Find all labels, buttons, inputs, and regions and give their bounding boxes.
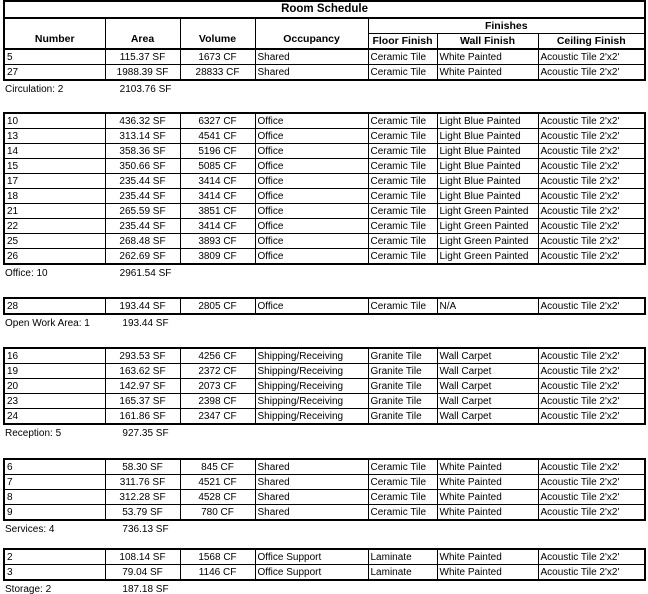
cell-wall-finish: Light Green Painted: [437, 249, 538, 265]
cell-area: 358.36 SF: [105, 144, 180, 159]
cell-floor-finish: Granite Tile: [368, 364, 437, 379]
cell-wall-finish: White Painted: [437, 49, 538, 65]
cell-floor-finish: Granite Tile: [368, 379, 437, 394]
cell-number: 24: [4, 409, 105, 425]
cell-volume: 28833 CF: [180, 65, 255, 81]
group-footer-label: Office: 10: [5, 268, 48, 279]
cell-wall-finish: Light Blue Painted: [437, 113, 538, 129]
cell-volume: 3851 CF: [180, 204, 255, 219]
cell-number: 14: [4, 144, 105, 159]
table-row: [4, 65, 645, 81]
cell-ceiling-finish: Acoustic Tile 2'x2': [538, 565, 645, 581]
cell-occupancy: Shipping/Receiving: [255, 394, 368, 409]
cell-area: 235.44 SF: [105, 219, 180, 234]
table-row: [4, 394, 645, 409]
cell-wall-finish: White Painted: [437, 459, 538, 475]
cell-number: 23: [4, 394, 105, 409]
cell-ceiling-finish: Acoustic Tile 2'x2': [538, 298, 645, 314]
cell-occupancy: Shared: [255, 459, 368, 475]
table-row: [4, 49, 645, 65]
cell-wall-finish: Wall Carpet: [437, 348, 538, 364]
column-header-volume: Volume: [180, 18, 255, 49]
cell-area: 293.53 SF: [105, 348, 180, 364]
cell-volume: 2347 CF: [180, 409, 255, 425]
table-row: [4, 249, 645, 265]
cell-wall-finish: Light Blue Painted: [437, 174, 538, 189]
cell-wall-finish: White Painted: [437, 549, 538, 565]
cell-floor-finish: Laminate: [368, 565, 437, 581]
cell-floor-finish: Granite Tile: [368, 348, 437, 364]
cell-ceiling-finish: Acoustic Tile 2'x2': [538, 490, 645, 505]
table-row: [4, 348, 645, 364]
cell-number: 15: [4, 159, 105, 174]
cell-volume: 5085 CF: [180, 159, 255, 174]
cell-volume: 3414 CF: [180, 219, 255, 234]
group-footer-total: 187.18 SF: [122, 584, 169, 594]
cell-ceiling-finish: Acoustic Tile 2'x2': [538, 49, 645, 65]
cell-wall-finish: Light Green Painted: [437, 219, 538, 234]
cell-area: 115.37 SF: [105, 49, 180, 65]
cell-volume: 1568 CF: [180, 549, 255, 565]
cell-ceiling-finish: Acoustic Tile 2'x2': [538, 459, 645, 475]
column-header-number: Number: [4, 18, 105, 49]
cell-number: 10: [4, 113, 105, 129]
cell-volume: 3893 CF: [180, 234, 255, 249]
cell-volume: 2805 CF: [180, 298, 255, 314]
cell-occupancy: Office: [255, 219, 368, 234]
group-footer-label: Circulation: 2: [5, 84, 64, 95]
cell-area: 262.69 SF: [105, 249, 180, 265]
cell-wall-finish: Light Blue Painted: [437, 189, 538, 204]
schedule-table-open-work-area: [3, 297, 646, 315]
cell-occupancy: Shipping/Receiving: [255, 348, 368, 364]
cell-volume: 4528 CF: [180, 490, 255, 505]
cell-floor-finish: Ceramic Tile: [368, 204, 437, 219]
table-row: [4, 409, 645, 425]
cell-number: 27: [4, 65, 105, 81]
group-footer-label: Storage: 2: [5, 584, 52, 594]
table-row: [4, 379, 645, 394]
cell-ceiling-finish: Acoustic Tile 2'x2': [538, 234, 645, 249]
cell-area: 193.44 SF: [105, 298, 180, 314]
cell-volume: 4521 CF: [180, 475, 255, 490]
cell-floor-finish: Ceramic Tile: [368, 475, 437, 490]
cell-ceiling-finish: Acoustic Tile 2'x2': [538, 65, 645, 81]
cell-volume: 845 CF: [180, 459, 255, 475]
group-footer-label: Open Work Area: 1: [5, 318, 90, 329]
cell-floor-finish: Ceramic Tile: [368, 113, 437, 129]
cell-number: 2: [4, 549, 105, 565]
group-footer-label: Reception: 5: [5, 428, 62, 439]
cell-ceiling-finish: Acoustic Tile 2'x2': [538, 505, 645, 521]
column-header-area: Area: [105, 18, 180, 49]
cell-number: 9: [4, 505, 105, 521]
cell-number: 22: [4, 219, 105, 234]
schedule-table-office: [3, 112, 646, 265]
title-row: [4, 1, 645, 18]
cell-floor-finish: Ceramic Tile: [368, 189, 437, 204]
cell-occupancy: Office: [255, 113, 368, 129]
cell-wall-finish: Light Blue Painted: [437, 144, 538, 159]
table-row: [4, 204, 645, 219]
cell-floor-finish: Ceramic Tile: [368, 298, 437, 314]
cell-occupancy: Office: [255, 204, 368, 219]
cell-volume: 2372 CF: [180, 364, 255, 379]
group-footer-open-work-area: [3, 318, 648, 330]
table-row: [4, 113, 645, 129]
cell-floor-finish: Granite Tile: [368, 409, 437, 425]
table-row: [4, 234, 645, 249]
cell-wall-finish: Wall Carpet: [437, 409, 538, 425]
cell-number: 3: [4, 565, 105, 581]
group-footer-storage: [3, 584, 648, 594]
cell-wall-finish: N/A: [437, 298, 538, 314]
cell-floor-finish: Ceramic Tile: [368, 234, 437, 249]
cell-wall-finish: Light Blue Painted: [437, 159, 538, 174]
cell-area: 53.79 SF: [105, 505, 180, 521]
table-row: [4, 219, 645, 234]
cell-floor-finish: Ceramic Tile: [368, 129, 437, 144]
cell-area: 58.30 SF: [105, 459, 180, 475]
cell-occupancy: Shipping/Receiving: [255, 409, 368, 425]
cell-floor-finish: Ceramic Tile: [368, 219, 437, 234]
cell-wall-finish: White Painted: [437, 565, 538, 581]
cell-wall-finish: White Painted: [437, 490, 538, 505]
cell-floor-finish: Granite Tile: [368, 394, 437, 409]
cell-volume: 2398 CF: [180, 394, 255, 409]
cell-number: 26: [4, 249, 105, 265]
cell-volume: 3809 CF: [180, 249, 255, 265]
cell-number: 17: [4, 174, 105, 189]
cell-ceiling-finish: Acoustic Tile 2'x2': [538, 219, 645, 234]
cell-occupancy: Office: [255, 174, 368, 189]
cell-number: 20: [4, 379, 105, 394]
table-row: [4, 144, 645, 159]
cell-wall-finish: White Painted: [437, 475, 538, 490]
cell-volume: 1673 CF: [180, 49, 255, 65]
table-row: [4, 174, 645, 189]
column-header-occupancy: Occupancy: [255, 18, 368, 49]
table-row: [4, 298, 645, 314]
cell-area: 79.04 SF: [105, 565, 180, 581]
cell-wall-finish: White Painted: [437, 505, 538, 521]
cell-volume: 3414 CF: [180, 189, 255, 204]
cell-volume: 2073 CF: [180, 379, 255, 394]
table-row: [4, 159, 645, 174]
cell-wall-finish: White Painted: [437, 65, 538, 81]
cell-ceiling-finish: Acoustic Tile 2'x2': [538, 409, 645, 425]
cell-wall-finish: Wall Carpet: [437, 364, 538, 379]
cell-floor-finish: Laminate: [368, 549, 437, 565]
cell-area: 142.97 SF: [105, 379, 180, 394]
cell-occupancy: Office Support: [255, 565, 368, 581]
column-group-finishes: Finishes: [368, 18, 645, 34]
cell-wall-finish: Wall Carpet: [437, 379, 538, 394]
table-row: [4, 475, 645, 490]
cell-ceiling-finish: Acoustic Tile 2'x2': [538, 348, 645, 364]
cell-ceiling-finish: Acoustic Tile 2'x2': [538, 129, 645, 144]
cell-area: 235.44 SF: [105, 189, 180, 204]
cell-occupancy: Shared: [255, 490, 368, 505]
group-footer-total: 2103.76 SF: [119, 84, 172, 95]
cell-occupancy: Shared: [255, 475, 368, 490]
schedule-table-storage: [3, 548, 646, 581]
column-header-floor-finish: Floor Finish: [368, 34, 437, 50]
cell-occupancy: Office: [255, 159, 368, 174]
table-row: [4, 364, 645, 379]
cell-ceiling-finish: Acoustic Tile 2'x2': [538, 475, 645, 490]
cell-area: 312.28 SF: [105, 490, 180, 505]
cell-occupancy: Shared: [255, 65, 368, 81]
group-footer-circulation: [3, 84, 648, 96]
cell-area: 313.14 SF: [105, 129, 180, 144]
cell-ceiling-finish: Acoustic Tile 2'x2': [538, 113, 645, 129]
cell-occupancy: Office: [255, 298, 368, 314]
cell-floor-finish: Ceramic Tile: [368, 49, 437, 65]
cell-occupancy: Office: [255, 234, 368, 249]
cell-volume: 780 CF: [180, 505, 255, 521]
cell-volume: 6327 CF: [180, 113, 255, 129]
cell-area: 235.44 SF: [105, 174, 180, 189]
column-header-ceiling-finish: Ceiling Finish: [538, 34, 645, 50]
cell-occupancy: Shipping/Receiving: [255, 379, 368, 394]
schedule-table-circulation: [3, 0, 646, 81]
cell-floor-finish: Ceramic Tile: [368, 505, 437, 521]
cell-ceiling-finish: Acoustic Tile 2'x2': [538, 189, 645, 204]
group-footer-total: 193.44 SF: [122, 318, 169, 329]
cell-occupancy: Office: [255, 189, 368, 204]
cell-number: 5: [4, 49, 105, 65]
cell-wall-finish: Light Green Painted: [437, 234, 538, 249]
group-footer-total: 2961.54 SF: [119, 268, 172, 279]
cell-volume: 3414 CF: [180, 174, 255, 189]
cell-area: 165.37 SF: [105, 394, 180, 409]
cell-area: 265.59 SF: [105, 204, 180, 219]
cell-area: 163.62 SF: [105, 364, 180, 379]
group-footer-label: Services: 4: [5, 524, 55, 535]
cell-ceiling-finish: Acoustic Tile 2'x2': [538, 394, 645, 409]
group-footer-total: 736.13 SF: [122, 524, 169, 535]
table-row: [4, 490, 645, 505]
cell-ceiling-finish: Acoustic Tile 2'x2': [538, 144, 645, 159]
table-row: [4, 129, 645, 144]
header-row-group: [4, 18, 645, 34]
cell-occupancy: Office: [255, 129, 368, 144]
table-row: [4, 549, 645, 565]
cell-volume: 5196 CF: [180, 144, 255, 159]
cell-floor-finish: Ceramic Tile: [368, 159, 437, 174]
group-footer-office: [3, 268, 648, 280]
cell-volume: 4541 CF: [180, 129, 255, 144]
group-footer-services: [3, 524, 648, 536]
table-row: [4, 505, 645, 521]
cell-number: 13: [4, 129, 105, 144]
cell-area: 108.14 SF: [105, 549, 180, 565]
cell-number: 21: [4, 204, 105, 219]
table-row: [4, 565, 645, 581]
cell-area: 436.32 SF: [105, 113, 180, 129]
cell-wall-finish: Light Blue Painted: [437, 129, 538, 144]
cell-number: 25: [4, 234, 105, 249]
cell-number: 28: [4, 298, 105, 314]
cell-floor-finish: Ceramic Tile: [368, 490, 437, 505]
cell-wall-finish: Light Green Painted: [437, 204, 538, 219]
cell-ceiling-finish: Acoustic Tile 2'x2': [538, 379, 645, 394]
group-footer-total: 927.35 SF: [122, 428, 169, 439]
cell-ceiling-finish: Acoustic Tile 2'x2': [538, 249, 645, 265]
cell-volume: 4256 CF: [180, 348, 255, 364]
cell-occupancy: Office Support: [255, 549, 368, 565]
cell-ceiling-finish: Acoustic Tile 2'x2': [538, 159, 645, 174]
cell-area: 268.48 SF: [105, 234, 180, 249]
cell-number: 6: [4, 459, 105, 475]
schedule-table-reception: [3, 347, 646, 425]
cell-wall-finish: Wall Carpet: [437, 394, 538, 409]
cell-floor-finish: Ceramic Tile: [368, 174, 437, 189]
cell-ceiling-finish: Acoustic Tile 2'x2': [538, 174, 645, 189]
cell-ceiling-finish: Acoustic Tile 2'x2': [538, 204, 645, 219]
cell-occupancy: Shared: [255, 505, 368, 521]
cell-ceiling-finish: Acoustic Tile 2'x2': [538, 364, 645, 379]
cell-area: 1988.39 SF: [105, 65, 180, 81]
cell-occupancy: Shared: [255, 49, 368, 65]
cell-number: 16: [4, 348, 105, 364]
cell-volume: 1146 CF: [180, 565, 255, 581]
cell-number: 19: [4, 364, 105, 379]
cell-ceiling-finish: Acoustic Tile 2'x2': [538, 549, 645, 565]
cell-area: 350.66 SF: [105, 159, 180, 174]
cell-floor-finish: Ceramic Tile: [368, 65, 437, 81]
cell-occupancy: Shipping/Receiving: [255, 364, 368, 379]
cell-occupancy: Office: [255, 249, 368, 265]
cell-floor-finish: Ceramic Tile: [368, 144, 437, 159]
cell-occupancy: Office: [255, 144, 368, 159]
schedule-title: Room Schedule: [4, 1, 645, 18]
column-header-wall-finish: Wall Finish: [437, 34, 538, 50]
schedule-table-services: [3, 458, 646, 521]
cell-number: 8: [4, 490, 105, 505]
cell-floor-finish: Ceramic Tile: [368, 249, 437, 265]
cell-floor-finish: Ceramic Tile: [368, 459, 437, 475]
cell-area: 161.86 SF: [105, 409, 180, 425]
cell-number: 7: [4, 475, 105, 490]
cell-area: 311.76 SF: [105, 475, 180, 490]
table-row: [4, 459, 645, 475]
group-footer-reception: [3, 428, 648, 440]
table-row: [4, 189, 645, 204]
cell-number: 18: [4, 189, 105, 204]
